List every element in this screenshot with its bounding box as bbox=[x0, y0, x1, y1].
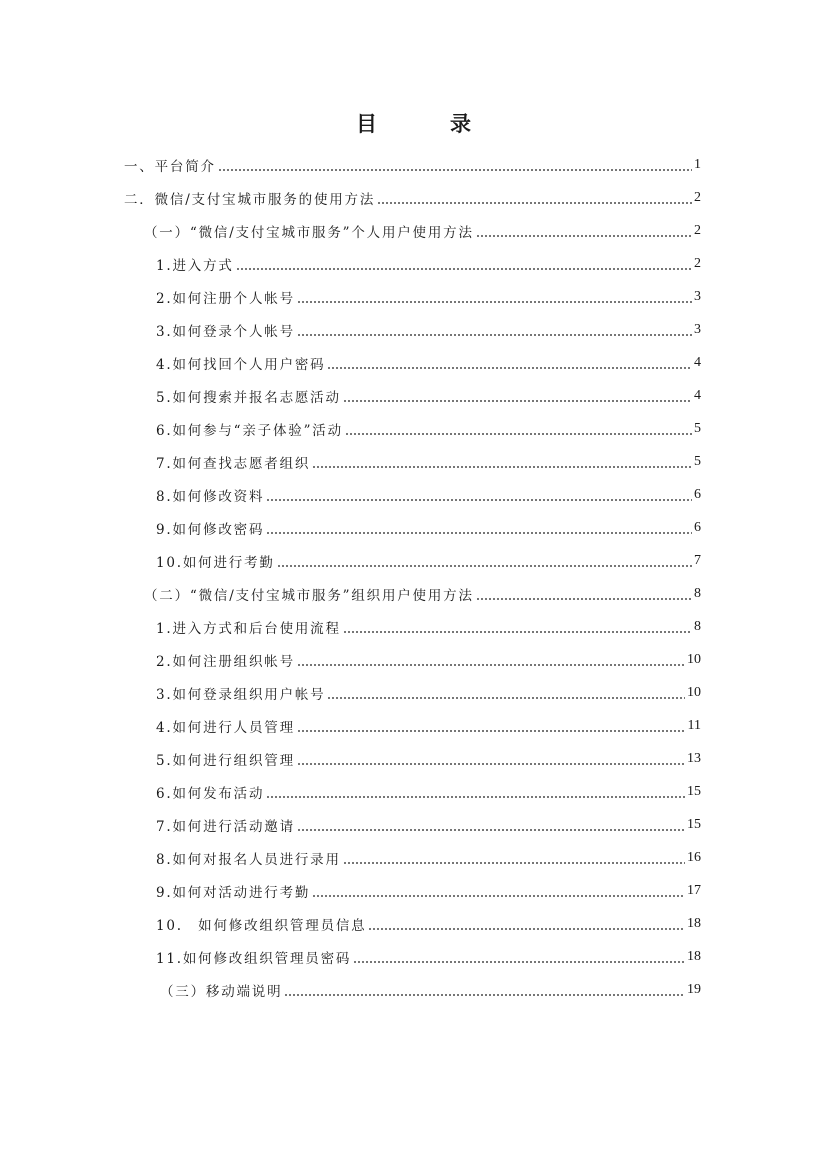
toc-entry-page: 6 bbox=[694, 519, 701, 535]
toc-entry[interactable] bbox=[156, 841, 701, 874]
toc-entry-page: 5 bbox=[694, 420, 701, 436]
toc-entry[interactable] bbox=[156, 445, 701, 478]
toc-entry-label: 8.如何对报名人员进行录用 bbox=[156, 851, 341, 868]
dot-leader bbox=[297, 652, 685, 668]
toc-entry[interactable] bbox=[156, 412, 701, 445]
toc-entry-page: 2 bbox=[694, 222, 701, 238]
toc-entry-page: 8 bbox=[694, 618, 701, 634]
toc-entry[interactable] bbox=[156, 379, 701, 412]
toc-entry-label: 2.如何注册个人帐号 bbox=[156, 290, 295, 307]
dot-leader bbox=[327, 355, 692, 371]
toc-entry[interactable] bbox=[156, 808, 701, 841]
toc-entry-label: 8.如何修改资料 bbox=[156, 488, 265, 505]
toc-entry-page: 3 bbox=[694, 288, 701, 304]
toc-entry-label: （三）移动端说明 bbox=[160, 983, 283, 1000]
dot-leader bbox=[353, 949, 685, 965]
toc-entry-page: 18 bbox=[687, 915, 701, 931]
dot-leader bbox=[312, 454, 692, 470]
toc-entry[interactable] bbox=[156, 511, 701, 544]
toc-entry[interactable] bbox=[156, 709, 701, 742]
toc-entry[interactable] bbox=[144, 214, 701, 247]
dot-leader bbox=[236, 256, 692, 272]
toc-entry[interactable] bbox=[156, 280, 701, 313]
toc-entry-page: 18 bbox=[687, 948, 701, 964]
toc-entry-label: 5.如何搜索并报名志愿活动 bbox=[156, 389, 341, 406]
toc-entry-page: 13 bbox=[687, 750, 701, 766]
toc-entry-page: 3 bbox=[694, 321, 701, 337]
toc-entry-page: 4 bbox=[694, 387, 701, 403]
toc-entry[interactable] bbox=[156, 478, 701, 511]
toc-entry-label: 10. 如何修改组织管理员信息 bbox=[156, 917, 367, 934]
toc-entry[interactable] bbox=[156, 346, 701, 379]
toc-entry-page: 15 bbox=[687, 783, 701, 799]
toc-entry[interactable] bbox=[124, 181, 701, 214]
toc-entry-page: 2 bbox=[694, 255, 701, 271]
toc-entry-label: （二）“微信/支付宝城市服务”组织用户使用方法 bbox=[144, 587, 474, 604]
toc-entry-label: 7.如何进行活动邀请 bbox=[156, 818, 295, 835]
toc-entry[interactable] bbox=[156, 874, 701, 907]
toc-entry-label: 3.如何登录组织用户帐号 bbox=[156, 686, 326, 703]
toc-entry-page: 11 bbox=[687, 717, 701, 733]
dot-leader bbox=[343, 388, 692, 404]
toc-entry-page: 10 bbox=[687, 684, 701, 700]
toc-entry[interactable] bbox=[156, 247, 701, 280]
toc-entry-label: 1.进入方式和后台使用流程 bbox=[156, 620, 341, 637]
toc-entry-page: 6 bbox=[694, 486, 701, 502]
toc-entry[interactable] bbox=[156, 643, 701, 676]
toc-entry-label: 4.如何找回个人用户密码 bbox=[156, 356, 326, 373]
toc-entry-page: 15 bbox=[687, 816, 701, 832]
dot-leader bbox=[476, 223, 692, 239]
dot-leader bbox=[266, 520, 692, 536]
dot-leader bbox=[266, 784, 685, 800]
toc-entry-label: 10.如何进行考勤 bbox=[156, 554, 275, 571]
toc-entry-label: 5.如何进行组织管理 bbox=[156, 752, 295, 769]
toc-entry-label: 6.如何参与“亲子体验”活动 bbox=[156, 422, 343, 439]
toc-entry[interactable] bbox=[156, 544, 701, 577]
toc-entry-label: （一）“微信/支付宝城市服务”个人用户使用方法 bbox=[144, 224, 474, 241]
dot-leader bbox=[297, 322, 692, 338]
toc-entry[interactable] bbox=[160, 973, 701, 1006]
dot-leader bbox=[297, 718, 686, 734]
dot-leader bbox=[266, 487, 692, 503]
dot-leader bbox=[284, 982, 685, 998]
toc-entry[interactable] bbox=[144, 577, 701, 610]
dot-leader bbox=[312, 883, 685, 899]
toc-entry-label: 7.如何查找志愿者组织 bbox=[156, 455, 311, 472]
dot-leader bbox=[277, 553, 692, 569]
toc-entry-label: 二．微信/支付宝城市服务的使用方法 bbox=[124, 191, 376, 208]
toc-entry[interactable] bbox=[124, 148, 701, 181]
toc-entry-label: 11.如何修改组织管理员密码 bbox=[156, 950, 352, 967]
dot-leader bbox=[343, 850, 685, 866]
toc-entry[interactable] bbox=[156, 940, 701, 973]
dot-leader bbox=[476, 586, 692, 602]
toc-entry-page: 16 bbox=[687, 849, 701, 865]
toc-entry-label: 4.如何进行人员管理 bbox=[156, 719, 295, 736]
toc-entry-label: 6.如何发布活动 bbox=[156, 785, 265, 802]
toc-entry[interactable] bbox=[156, 775, 701, 808]
toc-entry[interactable] bbox=[156, 907, 701, 940]
toc-entry-label: 一、平台简介 bbox=[124, 158, 216, 175]
toc-entry[interactable] bbox=[156, 742, 701, 775]
toc-entry-label: 2.如何注册组织帐号 bbox=[156, 653, 295, 670]
toc-entry-label: 3.如何登录个人帐号 bbox=[156, 323, 295, 340]
dot-leader bbox=[345, 421, 692, 437]
dot-leader bbox=[297, 817, 685, 833]
dot-leader bbox=[297, 751, 685, 767]
toc-entry[interactable] bbox=[156, 676, 701, 709]
toc-entry-page: 4 bbox=[694, 354, 701, 370]
toc-entry-page: 8 bbox=[694, 585, 701, 601]
toc-entry-label: 9.如何修改密码 bbox=[156, 521, 265, 538]
toc-entry-label: 9.如何对活动进行考勤 bbox=[156, 884, 311, 901]
dot-leader bbox=[377, 190, 692, 206]
toc-entry-page: 10 bbox=[687, 651, 701, 667]
toc-entry-page: 17 bbox=[687, 882, 701, 898]
toc-entry-label: 1.进入方式 bbox=[156, 257, 234, 274]
toc-entry-page: 7 bbox=[694, 552, 701, 568]
dot-leader bbox=[218, 157, 692, 173]
dot-leader bbox=[343, 619, 692, 635]
toc-entry[interactable] bbox=[156, 610, 701, 643]
toc-entry-page: 19 bbox=[687, 981, 701, 997]
dot-leader bbox=[327, 685, 685, 701]
dot-leader bbox=[297, 289, 692, 305]
toc-entry-page: 1 bbox=[694, 156, 701, 172]
toc-title: 目 录 bbox=[356, 112, 497, 136]
toc-entry-page: 5 bbox=[694, 453, 701, 469]
dot-leader bbox=[368, 916, 685, 932]
toc-entry[interactable] bbox=[156, 313, 701, 346]
toc-entry-page: 2 bbox=[694, 189, 701, 205]
